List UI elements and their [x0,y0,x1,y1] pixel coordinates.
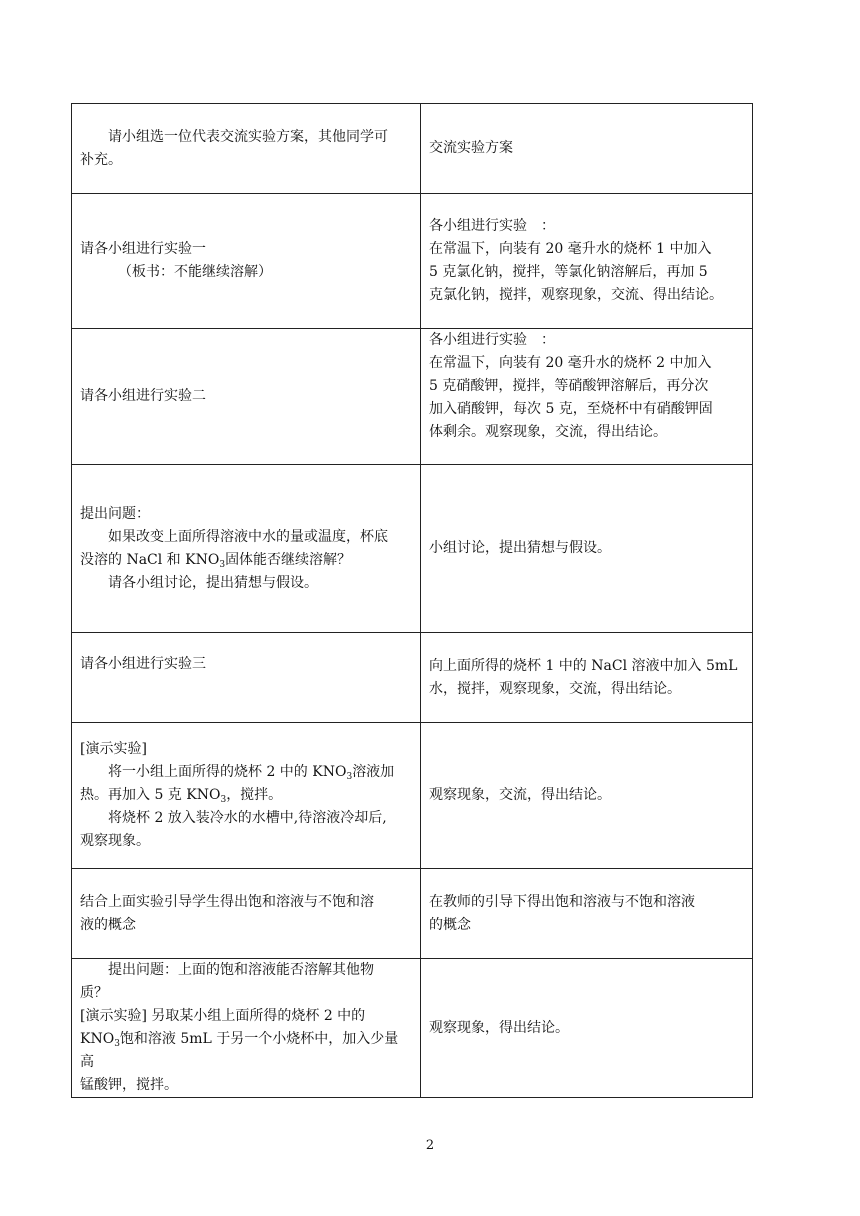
page-number: 2 [425,1138,435,1153]
cell-text: 加入硝酸钾，每次 5 克，至烧杯中有硝酸钾固 [429,401,713,417]
student-activity-cell [421,959,753,1098]
cell-text: 向上面所得的烧杯 1 中的 NaCl 溶液中加入 5mL [429,657,738,674]
teacher-activity-cell [72,329,421,465]
cell-text: 结合上面实验引导学生得出饱和溶液与不饱和溶 [80,893,374,910]
student-activity-cell [421,104,753,194]
cell-text: 将烧杯 2 放入装冷水的水槽中,待溶液冷却后, [108,810,387,826]
cell-text: 的概念 [429,916,471,933]
cell-text: 小组讨论，提出猜想与假设。 [429,540,611,556]
cell-text: 各小组进行实验 ： [429,332,555,348]
lesson-table [71,103,753,1098]
cell-text: [演示实验] 另取某小组上面所得的烧杯 2 中的 [80,1008,366,1024]
cell-text: 提出问题：上面的饱和溶液能否溶解其他物 [108,962,374,978]
cell-text: 5 克硝酸钾，搅拌，等硝酸钾溶解后，再分次 [429,378,709,394]
text-run: 将一小组上面所得的烧杯 2 中的 KNO [108,764,347,780]
student-activity-cell [421,869,753,959]
table-row [72,723,753,869]
cell-text: 交流实验方案 [429,140,513,156]
teacher-activity-cell [72,723,421,869]
text-run: ，搅拌。 [226,787,283,803]
cell-text: （板书：不能继续溶解） [118,264,272,280]
subscript: 3 [219,559,226,570]
cell-text [80,761,412,784]
teacher-activity-cell [72,959,421,1098]
cell-text: 如果改变上面所得溶液中水的量或温度，杯底 [108,528,388,545]
table-row [72,465,753,633]
subscript: 3 [220,795,227,805]
teacher-activity-cell [72,633,421,723]
text-run: 固体能否继续溶解？ [225,551,352,568]
teacher-activity-cell [72,465,421,633]
cell-text: 克氯化钠，搅拌，观察现象，交流、得出结论。 [429,287,723,303]
cell-text: 锰酸钾，搅拌。 [80,1077,178,1093]
text-run: 溶液加 [352,764,395,780]
cell-text [80,549,412,572]
text-run: 没溶的 NaCl 和 KNO [80,551,220,568]
cell-text: 补充。 [80,151,122,168]
cell-text: 请小组选一位代表交流实验方案，其他同学可 [108,128,388,145]
cell-text [80,1028,412,1074]
teacher-activity-cell [72,194,421,329]
cell-text: 请各小组进行实验一 [80,241,206,257]
cell-text [80,784,412,807]
cell-text: 在常温下，向装有 20 毫升水的烧杯 2 中加入 [429,355,712,371]
student-activity-cell [421,194,753,329]
text-run: 饱和溶液 5mL 于另一个小烧杯中，加入少量高 [80,1031,399,1070]
subscript: 3 [114,1039,120,1049]
cell-text: 观察现象。 [80,833,150,849]
table-row [72,633,753,723]
cell-text: 观察现象，得出结论。 [429,1019,569,1036]
cell-text: 液的概念 [80,916,136,933]
cell-text: 请各小组进行实验二 [80,388,206,404]
table-row [72,104,753,194]
cell-text: 5 克氯化钠，搅拌，等氯化钠溶解后，再加 5 [429,264,708,280]
cell-text: 请各小组进行实验三 [80,656,206,672]
student-activity-cell [421,723,753,869]
cell-text: 在教师的引导下得出饱和溶液与不饱和溶液 [429,893,695,910]
table-row [72,959,753,1098]
student-activity-cell [421,329,753,465]
cell-text: 在常温下，向装有 20 毫升水的烧杯 1 中加入 [429,241,712,257]
teacher-activity-cell [72,104,421,194]
cell-text: 水，搅拌，观察现象，交流，得出结论。 [429,680,681,697]
cell-text: 请各小组讨论，提出猜想与假设。 [108,574,318,591]
student-activity-cell [421,633,753,723]
cell-text: 各小组进行实验 ： [429,218,555,234]
student-activity-cell [421,465,753,633]
cell-text: 观察现象，交流，得出结论。 [429,787,611,803]
subscript: 3 [346,772,353,782]
cell-text: [演示实验] [80,741,147,757]
table-row [72,329,753,465]
table-row [72,194,753,329]
teacher-activity-cell [72,869,421,959]
cell-text: 体剩余。观察现象，交流，得出结论。 [429,424,667,440]
text-run: KNO [80,1031,115,1047]
cell-text: 提出问题： [80,505,150,522]
text-run: 热。再加入 5 克 KNO [80,787,221,803]
cell-text: 质？ [80,985,108,1001]
table-row [72,869,753,959]
